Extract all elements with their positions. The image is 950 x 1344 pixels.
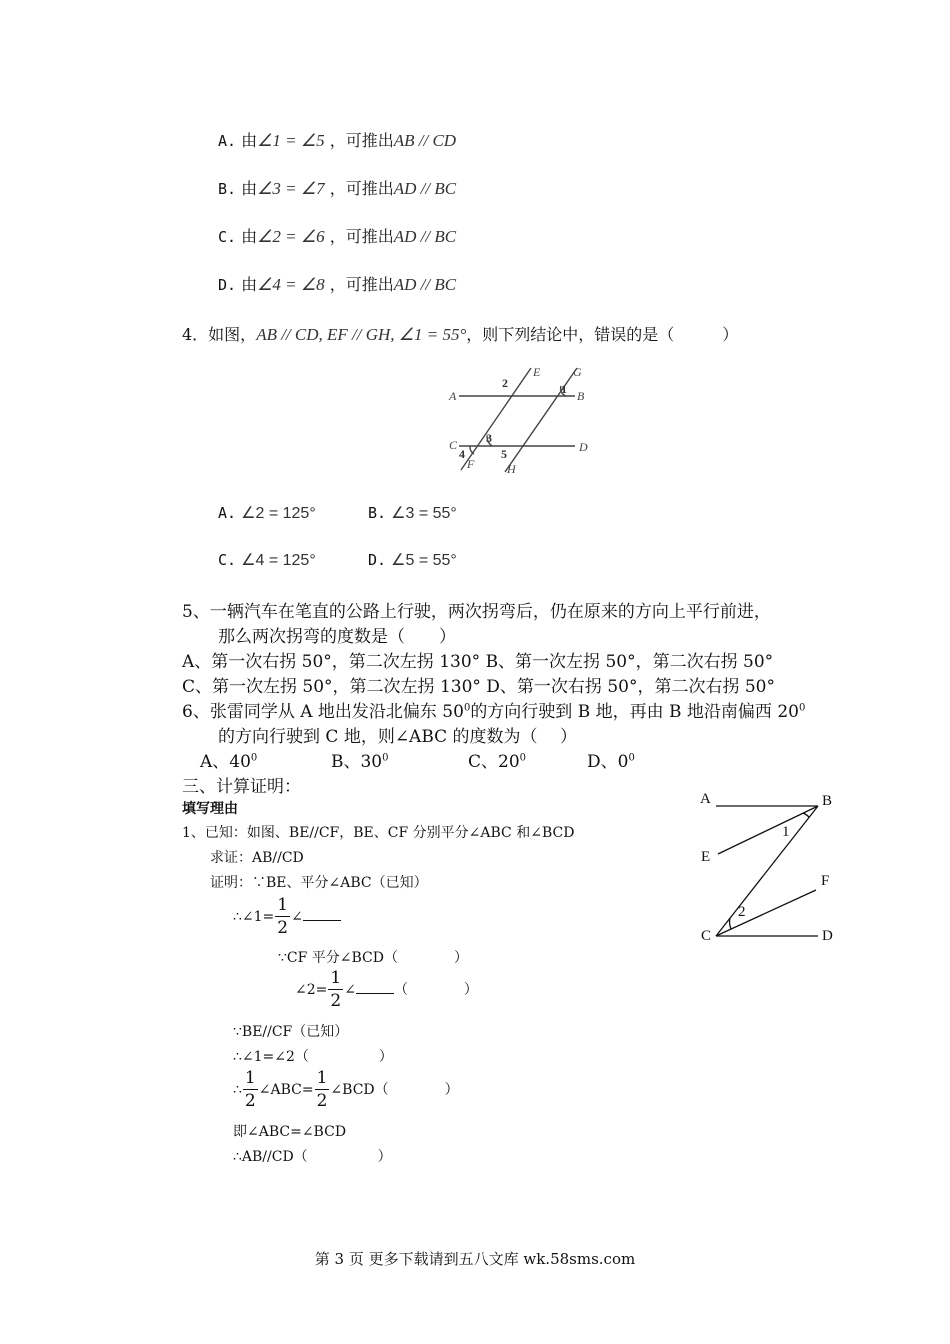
problem1-prove: 求证：AB//CD — [210, 850, 304, 866]
label-angle-2: 2 — [502, 376, 508, 390]
label-e: E — [701, 849, 711, 865]
fraction-half: $\frac{1}{2}$ — [244, 1068, 256, 1111]
fraction-half: $\frac{1}{2}$ — [316, 1068, 328, 1111]
page-footer: 第 3 页 更多下载请到五八文库 wk.58sms.com — [314, 1250, 636, 1268]
label-a: A — [449, 389, 457, 403]
proof-step8: ∴AB//CD（ ） — [233, 1149, 392, 1165]
q4-option-b: B. ∠3 = 55° — [368, 504, 457, 522]
label-c: C — [449, 438, 458, 452]
angle-1-arc — [803, 813, 809, 817]
q5-options-cd: C、第一次左拐 50°，第二次左拐 130° D、第一次右拐 50°，第二次右拐 50° — [182, 677, 775, 697]
answer-blank[interactable] — [356, 979, 394, 994]
line-ef — [461, 368, 531, 470]
q6-option-b: B、$30^0$ — [331, 752, 389, 772]
fraction-half: $\frac{1}{2}$ — [330, 968, 342, 1011]
label-d: D — [822, 928, 833, 944]
label-angle-5: 5 — [501, 447, 507, 461]
q6-line2: 的方向行驶到 C 地，则∠ABC 的度数为（ ） — [218, 727, 577, 747]
problem1-figure — [690, 780, 850, 950]
label-d: D — [579, 440, 588, 454]
q5-line1: 5、一辆汽车在笔直的公路上行驶，两次拐弯后，仍在原来的方向上平行前进， — [182, 602, 771, 622]
proof-step2: ∵CF 平分∠BCD（ ） — [278, 950, 468, 966]
q6-option-d: D、$0^0$ — [587, 752, 635, 772]
fraction-half: $\frac{1}{2}$ — [277, 895, 289, 938]
q4-figure — [445, 362, 595, 478]
proof-step5: ∴∠1=∠2（ ） — [233, 1049, 393, 1065]
q6-option-a: A、$40^0$ — [200, 752, 258, 772]
label-e: E — [533, 365, 541, 379]
section3-subtitle: 填写理由 — [182, 801, 238, 817]
proof-step4: ∵BE//CF（已知） — [233, 1024, 349, 1040]
label-angle-1: 1 — [561, 382, 567, 396]
q4-option-d: D. ∠5 = 55° — [368, 551, 457, 569]
q5-options-ab: A、第一次右拐 50°，第二次左拐 130° B、第一次左拐 50°，第二次右拐 50° — [182, 652, 774, 672]
label-f: F — [467, 457, 475, 471]
q6-line1: 6、张雷同学从 A 地出发沿北偏东 $50^0$的方向行驶到 B 地，再由 B 地沿南偏西 $20^0$ — [182, 702, 806, 722]
line-cf — [716, 890, 816, 936]
label-c: C — [701, 928, 712, 944]
q3-option-a: A. 由∠1 = ∠5 ，可推出AB // CD — [218, 131, 457, 150]
proof-step3: ∠2= $\frac{1}{2}$ ∠ （ ） — [295, 968, 478, 1011]
problem1-stem: 1、已知：如图、BE//CF，BE、CF 分别平分∠ABC 和∠BCD — [182, 825, 575, 841]
proof-step1: ∴∠1= $\frac{1}{2}$ ∠ — [233, 897, 341, 937]
q4-stem: 4．如图，AB // CD, EF // GH, ∠1 = 55°，则下列结论中，错误的是（ ） — [182, 325, 739, 344]
angle-4-arc — [470, 446, 474, 454]
label-b: B — [577, 389, 585, 403]
q6-option-c: C、$20^0$ — [468, 752, 527, 772]
label-g: G — [573, 365, 582, 379]
q3-option-c: C. 由∠2 = ∠6 ，可推出AD // BC — [218, 227, 457, 246]
label-angle-1: 1 — [782, 824, 790, 840]
q4-option-a: A. ∠2 = 125° — [218, 504, 316, 522]
q3-option-d: D. 由∠4 = ∠8 ，可推出AD // BC — [218, 275, 457, 294]
label-b: B — [822, 793, 833, 809]
line-bc — [716, 806, 818, 936]
q4-option-c: C. ∠4 = 125° — [218, 551, 316, 569]
label-f: F — [821, 873, 830, 889]
label-angle-2: 2 — [738, 904, 746, 920]
answer-blank[interactable] — [303, 906, 341, 921]
section3-title: 三、计算证明： — [182, 777, 301, 797]
proof-start: 证明：∵BE、平分∠ABC（已知） — [210, 875, 428, 891]
label-angle-3: 3 — [486, 431, 492, 445]
label-h: H — [507, 462, 516, 476]
label-a: A — [700, 791, 711, 807]
proof-step6: ∴ $\frac{1}{2}$ ∠ABC= $\frac{1}{2}$ ∠BCD（ ） — [233, 1068, 459, 1111]
label-angle-4: 4 — [459, 447, 465, 461]
q3-option-b: B. 由∠3 = ∠7 ，可推出AD // BC — [218, 179, 457, 198]
proof-step7: 即∠ABC=∠BCD — [233, 1124, 347, 1140]
q5-line2: 那么两次拐弯的度数是（ ） — [218, 627, 456, 647]
angle-2-arc — [730, 918, 731, 929]
